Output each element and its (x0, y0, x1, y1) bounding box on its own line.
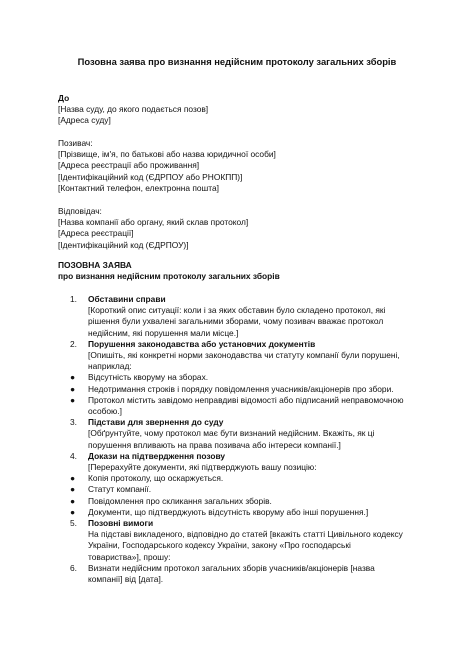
section-text-line: компанії] від [дата]. (88, 574, 164, 585)
section-text-line: Визнати недійсним протокол загальних зборів учасників/акціонерів [назва (88, 562, 375, 573)
plaintiff-address-line: [Адреса реєстрації або проживання] (58, 160, 200, 171)
defendant-id-line: [Ідентифікаційний код (ЄДРПОУ)] (58, 239, 189, 250)
bullet-text-line: Статут компанії. (88, 484, 152, 495)
section-number: 6. (70, 562, 77, 573)
section-item (58, 339, 458, 373)
bullet-text-line: Документи, що підтверджують відсутність кворуму або інші порушення.] (88, 506, 369, 517)
section-item (58, 417, 458, 451)
plaintiff-id-line: [Ідентифікаційний код (ЄДРПОУ або РНОКПП)] (58, 171, 243, 182)
bullet-item (58, 372, 458, 383)
defendant-label: Відповідач: (58, 206, 102, 216)
bullet-text-line: Відсутність кворуму на зборах. (88, 372, 209, 383)
section-title: Порушення законодавства або установчих документів (88, 338, 316, 349)
section-number: 4. (70, 450, 77, 461)
defendant-block (58, 206, 438, 251)
bullet-text-line: особою.] (88, 406, 122, 417)
bullet-text-line: Копія протоколу, що оскаржується. (88, 473, 224, 484)
plaintiff-label: Позивач: (58, 138, 93, 148)
section-text-line: [Опишіть, які конкретні норми законодавства чи статуту компанії були порушені, (88, 350, 400, 361)
plaintiff-block (58, 138, 438, 194)
section-number: 2. (70, 338, 77, 349)
section-item (58, 518, 458, 563)
section-number: 1. (70, 294, 77, 304)
defendant-address-line: [Адреса реєстрації] (58, 228, 134, 239)
bullet-dot-icon: ● (70, 506, 76, 517)
court-label: До (58, 93, 70, 103)
section-text-line: наприклад: (88, 361, 132, 372)
bullet-item (58, 384, 458, 395)
bullet-text-line: Недотримання строків і порядку повідомлення учасників/акціонерів про збори. (88, 383, 394, 394)
section-text-line: товариства»], прошу: (88, 551, 171, 562)
claim-sections (58, 294, 458, 585)
claim-heading (58, 260, 438, 282)
bullet-text-line: Повідомлення про скликання загальних зборів. (88, 495, 272, 506)
section-item (58, 451, 458, 473)
bullet-item (58, 395, 458, 417)
section-number: 3. (70, 417, 77, 428)
section-item (58, 563, 458, 585)
bullet-item (58, 484, 458, 495)
bullet-dot-icon: ● (70, 383, 76, 394)
claim-heading-sub: про визнання недійсним протоколу загальних зборів (58, 271, 280, 282)
section-title: Підстави для звернення до суду (88, 417, 224, 428)
claim-heading-main: ПОЗОВНА ЗАЯВА (58, 260, 132, 270)
court-block (58, 93, 438, 127)
section-title: Докази на підтвердження позову (88, 450, 226, 461)
bullet-dot-icon: ● (70, 473, 76, 484)
bullet-text-line: Протокол містить завідомо неправдиві відомості або підписаний неправомочною (88, 394, 404, 405)
bullet-item (58, 473, 458, 484)
section-title: Обставини справи (88, 294, 166, 304)
bullet-dot-icon: ● (70, 484, 76, 495)
section-text-line: На підставі викладеного, відповідно до статей [вкажіть статті Цивільного кодексу (88, 529, 403, 540)
bullet-dot-icon: ● (70, 372, 76, 383)
bullet-item (58, 507, 458, 518)
document-title: Позовна заява про визнання недійсним протоколу загальних зборів (77, 56, 397, 67)
section-item (58, 294, 458, 339)
section-text-line: недійсним, які порушення мали місце.] (88, 327, 239, 338)
section-text-line: [Короткий опис ситуації: коли і за яких обставин було складено протокол, які (88, 305, 386, 316)
section-title: Позовні вимоги (88, 518, 154, 529)
plaintiff-name-line: [Прізвище, ім'я, по батькові або назва юридичної особи] (58, 149, 276, 160)
sections-list (58, 294, 458, 585)
bullet-item (58, 496, 458, 507)
court-name-line: [Назва суду, до якого подається позов] (58, 104, 209, 115)
section-text-line: порушення впливають на права позивача або інтереси компанії.] (88, 439, 341, 450)
bullet-dot-icon: ● (70, 495, 76, 506)
section-number: 5. (70, 518, 77, 529)
section-text-line: [Обґрунтуйте, чому протокол має бути визнаний недійсним. Вкажіть, як ці (88, 428, 375, 439)
court-address-line: [Адреса суду] (58, 115, 111, 126)
bullet-dot-icon: ● (70, 394, 76, 405)
section-text-line: України, Господарського кодексу України, закону «Про господарські (88, 540, 351, 551)
section-text-line: рішення були ухвалені загальними зборами, чому позивач вважає протокол (88, 316, 384, 327)
defendant-name-line: [Назва компанії або органу, який склав протокол] (58, 217, 249, 228)
section-text-line: [Перерахуйте документи, які підтверджують вашу позицію: (88, 462, 317, 473)
plaintiff-contact-line: [Контактний телефон, електронна пошта] (58, 182, 219, 193)
